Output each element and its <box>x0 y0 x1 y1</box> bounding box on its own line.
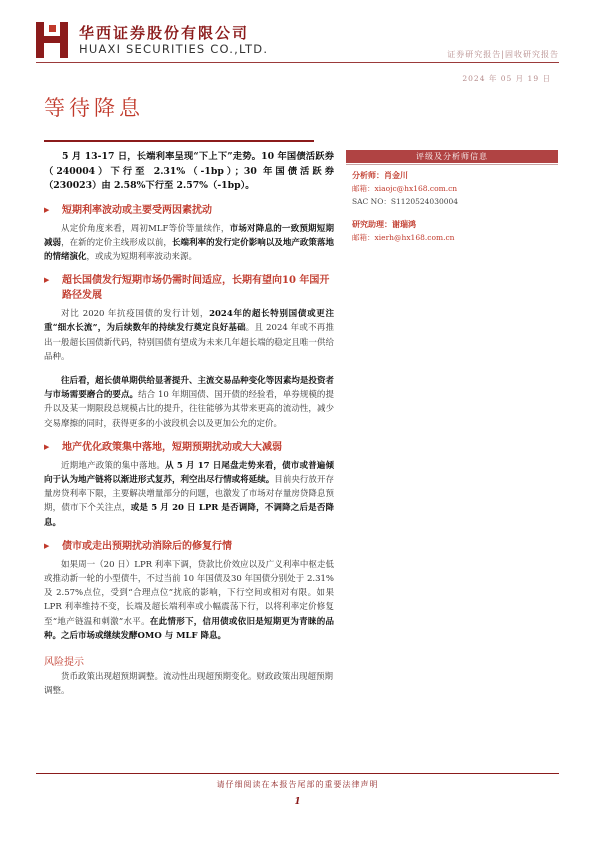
section-paragraph <box>44 307 334 364</box>
assistant-email[interactable]: 邮箱：xierh@hx168.com.cn <box>352 233 455 242</box>
page-number: 1 <box>294 797 301 807</box>
section-list <box>44 203 334 643</box>
summary-paragraph: 5 月 13-17 日，长端利率呈现“下上下”走势。10 年国债活跃券（240004）下行至 2.31%（-1bp）；30 年国债活跃券（230023）由 2.58%下行至 2.57%（-1bp）。 <box>44 151 334 191</box>
legal-disclaimer: 请仔细阅读在本报告尾部的重要法律声明 <box>216 780 379 789</box>
sidebar-header: 评级及分析师信息 <box>346 150 558 163</box>
section-title: 地产优化政策集中落地，短期预期扰动或大大减弱 <box>62 441 282 453</box>
body-text: 。且 2024 年或不再推出一般超长国债新代码，特别国债有望成为未来几年超长端的稳定且唯一供给品种。 <box>44 323 335 362</box>
emphasis-text: 2024年的超长特别国债或更注重“细水长流”，为后续数年的持续发行奠定良好基础 <box>44 309 334 334</box>
company-name-cn: 华西证券股份有限公司 <box>79 24 250 42</box>
body-text: 结合 10 年期国债、国开债的经验看，单券规模的提升以及某一期限段总规模占比的提升，往往能够为其带来更高的流动性，减少交易摩擦的同时，获得更多的小波段机会以及更加公允的定价。 <box>44 390 334 429</box>
body-text: 对比 2020 年抗疫国债的发行计划， <box>61 309 210 320</box>
header-divider <box>36 62 559 63</box>
analyst-email[interactable]: 邮箱：xiaojc@hx168.com.cn <box>352 184 458 193</box>
risk-text: 货币政策出现超预期调整。流动性出现超预期变化。财政政策出现超预期调整。 <box>44 671 334 697</box>
body-text: 如果周一（20 日）LPR 利率下调，贷款比价效应以及广义利率中枢走低或推动新一轮的小型债牛，不过当前 10 年国债及30 年国债分别处于 2.31%及 2.57%点位，受到“合理点位”扰底的影响，下行空间或相对有限。如果 LPR 利率维持不变，长端及超长端利率或小幅震荡下行，以将利率定价修复至“地产链温和刺激”水平。 <box>44 559 334 627</box>
section-paragraph <box>44 459 334 530</box>
assistant-name: 研究助理：谢瑞鸿 <box>352 219 416 229</box>
footer-divider <box>36 773 559 774</box>
analyst-card <box>346 165 558 208</box>
section-title: 超长国债发行短期市场仍需时间适应，长期有望向10 年国开路径发展 <box>62 275 330 302</box>
emphasis-text: 从 5 月 17 日尾盘走势来看，债市或普遍倾向于认为地产链将以渐进形式复苏，利空出尽行情或将延续。 <box>44 460 334 485</box>
section-title: 短期利率波动或主要受两因素扰动 <box>62 204 212 216</box>
company-name-en: HUAXI SECURITIES CO.,LTD. <box>79 42 269 56</box>
body-text: 近期地产政策的集中落地。 <box>61 460 166 471</box>
risk-title: 风险提示 <box>44 656 84 668</box>
section-paragraph <box>44 222 334 265</box>
report-type: 证券研究报告|固收研究报告 <box>447 50 559 59</box>
analyst-name: 分析师：肖金川 <box>352 170 408 180</box>
body-text: 目前央行放开存量房贷利率下限，主要解决增量部分的问题，也激发了市场对存量房贷降息预期，债市下个关注点， <box>44 474 334 514</box>
triangle-bullet-icon: ▶ <box>44 442 50 451</box>
body-text: ，在新的定价主线形成以前， <box>61 237 172 248</box>
section-paragraph <box>44 374 334 431</box>
section-heading <box>44 273 334 303</box>
emphasis-text: 在此情形下，信用债或依旧是短期更为青睐的品种。之后市场或继续发酵OMO 与 MLF 降息。 <box>44 616 334 641</box>
section-heading <box>44 203 334 218</box>
emphasis-text: 长端利率的发行定价影响以及地产政策落地的情绪演化 <box>44 237 334 262</box>
analyst-sidebar <box>346 150 558 244</box>
title-divider <box>44 140 314 142</box>
section-paragraph <box>44 558 334 643</box>
body-text: ，或成为短期利率波动来源。 <box>86 251 198 262</box>
triangle-bullet-icon: ▶ <box>44 541 50 550</box>
emphasis-text: 市场对降息的一致预期短期减弱 <box>44 223 334 248</box>
main-content <box>44 150 334 698</box>
emphasis-text: 或是 5 月 20 日 LPR 是否调降，不调降之后是否降息。 <box>44 503 334 528</box>
analyst-sac: SAC NO：S1120524030004 <box>352 197 459 206</box>
report-title: 等待降息 <box>44 96 144 120</box>
triangle-bullet-icon: ▶ <box>44 205 50 214</box>
triangle-bullet-icon: ▶ <box>44 276 50 285</box>
assistant-card <box>346 214 558 244</box>
body-text: 从定价角度来看，周初MLF等价等量续作， <box>61 223 230 234</box>
company-logo <box>36 22 70 58</box>
report-date: 2024 年 05 月 19 日 <box>462 74 551 83</box>
section-heading <box>44 440 334 455</box>
emphasis-text: 往后看，超长债单期供给显著提升、主流交易品种变化等因素均是投资者与市场需要磨合的要点。 <box>44 375 334 401</box>
section-title: 债市或走出预期扰动消除后的修复行情 <box>62 540 232 552</box>
section-heading <box>44 539 334 554</box>
